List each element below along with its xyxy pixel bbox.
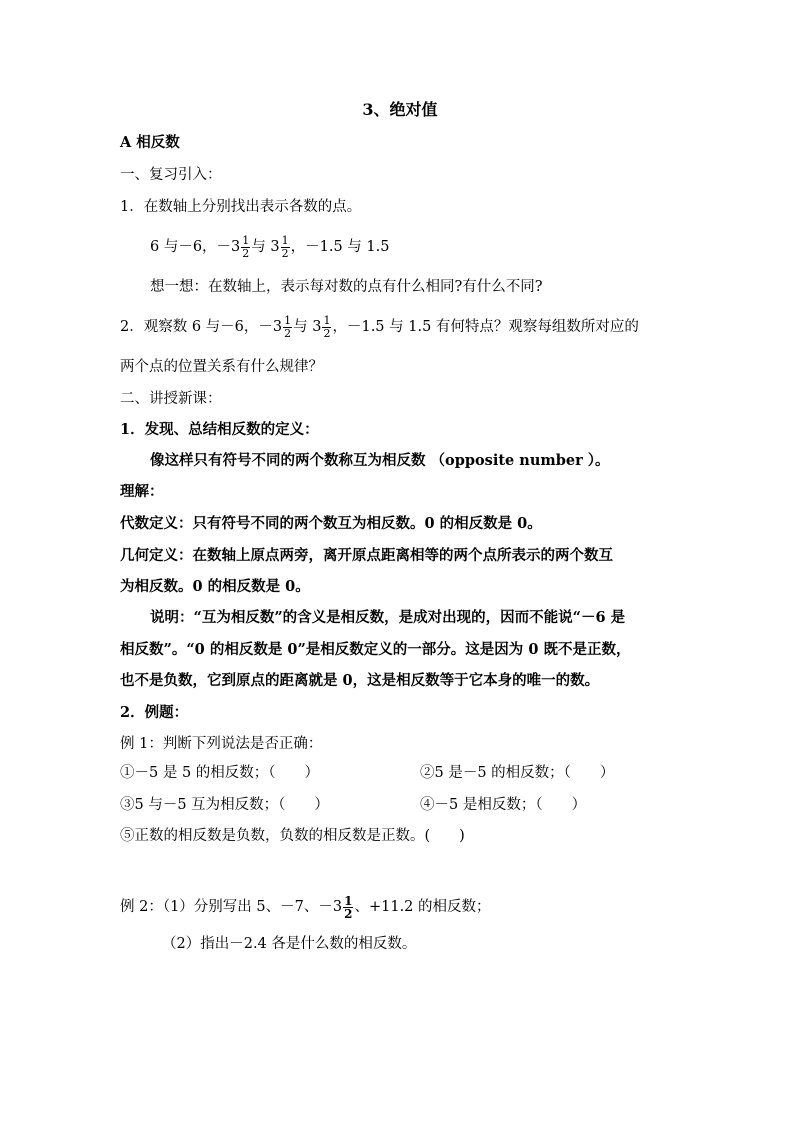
- ex2-text-part-1: 例 2：（1）分别写出 5、－7、－3: [120, 899, 343, 915]
- example-1-item-3: ③5 与－5 互为相反数；（ ）: [120, 797, 329, 813]
- definition-heading: 1．发现、总结相反数的定义：: [120, 421, 319, 438]
- fraction-denominator: 2: [323, 326, 331, 340]
- geometric-definition-line-1: 几何定义：在数轴上原点两旁，离开原点距离相等的两个点所表示的两个数互: [120, 547, 613, 564]
- fraction-denominator: 2: [242, 246, 250, 260]
- explanation-line-2: 相反数”。“0 的相反数是 0”是相反数定义的一部分。这是因为 0 既不是正数，: [120, 641, 631, 658]
- ex2-text-part-2: 、+11.2 的相反数；: [354, 899, 491, 915]
- question-2: [120, 313, 639, 341]
- fraction-one-half: [283, 315, 292, 340]
- fraction-denominator: 2: [344, 906, 353, 921]
- example-2-part-2: （2）指出－2.4 各是什么数的相反数。: [162, 936, 417, 952]
- fraction-numerator: 1: [344, 893, 353, 908]
- q1-text-part-3: ，－1.5 与 1.5: [290, 239, 390, 255]
- fraction-numerator: 1: [242, 233, 250, 247]
- q2-text-part-2: 与 3: [293, 319, 322, 335]
- new-lesson-heading: 二、讲授新课：: [120, 391, 222, 407]
- q1-text-part-2: 与 3: [251, 239, 280, 255]
- understanding-label: 理解：: [120, 483, 164, 500]
- section-heading-opposite-numbers: A 相反数: [120, 134, 180, 151]
- fraction-denominator: 2: [284, 326, 292, 340]
- fraction-one-half: [241, 235, 250, 260]
- fraction-denominator: 2: [281, 246, 289, 260]
- fraction-numerator: 1: [281, 233, 289, 247]
- review-heading: 一、复习引入：: [120, 167, 222, 183]
- algebraic-definition: 代数定义：只有符号不同的两个数互为相反数。0 的相反数是 0。: [120, 515, 542, 532]
- explanation-line-1: 说明：“互为相反数”的含义是相反数，是成对出现的，因而不能说“－6 是: [150, 609, 626, 626]
- fraction-one-half: [343, 895, 353, 920]
- example-1-item-4: ④－5 是相反数；（ ）: [420, 797, 587, 813]
- q2-text-part-3: ，－1.5 与 1.5 有何特点？观察每组数所对应的: [332, 319, 639, 335]
- example-1-item-5: ⑤正数的相反数是负数，负数的相反数是正数。( ): [120, 828, 465, 844]
- question-1: 1．在数轴上分别找出表示各数的点。: [120, 199, 362, 215]
- page-title: 3、绝对值: [362, 100, 438, 119]
- q2-text-part-1: 2．观察数 6 与－6，－3: [120, 319, 283, 335]
- fraction-numerator: 1: [323, 313, 331, 327]
- q1-text-part-1: 6 与－6，－3: [150, 239, 241, 255]
- explanation-line-3: 也不是负数，它到原点的距离就是 0，这是相反数等于它本身的唯一的数。: [120, 672, 600, 689]
- examples-heading: 2．例题：: [120, 704, 189, 721]
- example-1-prompt: 例 1：判断下列说法是否正确：: [120, 736, 323, 752]
- example-1-item-1: ①－5 是 5 的相反数；（ ）: [120, 765, 320, 781]
- fraction-one-half: [281, 235, 290, 260]
- fraction-one-half: [322, 315, 331, 340]
- example-2-part-1: [120, 893, 491, 921]
- definition-text: 像这样只有符号不同的两个数称互为相反数 （opposite number ）。: [150, 452, 610, 469]
- fraction-numerator: 1: [284, 313, 292, 327]
- think-prompt: 想一想：在数轴上，表示每对数的点有什么相同?有什么不同?: [150, 279, 543, 295]
- example-1-item-2: ②5 是－5 的相反数；（ ）: [420, 765, 615, 781]
- geometric-definition-line-2: 为相反数。0 的相反数是 0。: [120, 578, 310, 595]
- question-2-continued: 两个点的位置关系有什么规律？: [120, 359, 323, 375]
- question-1-numbers: [150, 233, 389, 261]
